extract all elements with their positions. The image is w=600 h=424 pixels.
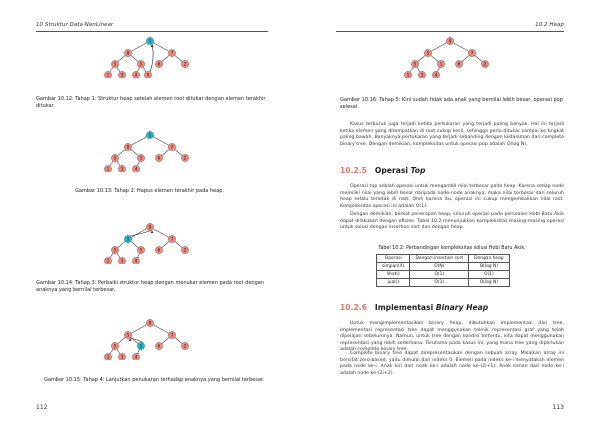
- section-number: 10.2.6: [340, 303, 367, 312]
- heap-node-label: 3: [120, 166, 124, 172]
- heap-node-label: 2: [183, 155, 187, 161]
- heap-node-label: 8: [148, 320, 152, 326]
- right-page: [300, 0, 600, 424]
- heap-node-label: 8: [126, 50, 130, 56]
- heap-node-label: 3: [120, 354, 124, 360]
- heap-node: [146, 223, 153, 230]
- heap-node-label: 9: [146, 72, 150, 78]
- heap-node: [124, 143, 131, 150]
- heap-node-label: 1: [126, 236, 130, 242]
- heap-node-label: 3: [420, 72, 424, 78]
- intro-paragraph: Kasus terburuk juga terjadi ketika pertukaran yang terjadi paling banyak. Hal ini terjadi ketika elemen yang ditempatkan di root cukup kecil, sehingga perlu ditukar sampai ke tingkat paling bawah. Banyaknya pertukaran yang terjadi sebanding dengan kedalaman dari complete binary tree. Dengan demikian, kompleksitas untuk operasi pop adalah O(log N).: [340, 122, 564, 147]
- heap-node-label: 1: [148, 38, 152, 44]
- section-title-text: Implementasi: [374, 303, 436, 312]
- section-title-emphasis: Binary Heap: [435, 303, 489, 312]
- heap-node: [104, 71, 111, 78]
- heap-node: [455, 60, 462, 67]
- heap-node: [181, 246, 188, 253]
- heap-tree-figure: [100, 222, 200, 264]
- heap-node-label: 4: [134, 72, 138, 78]
- heap-node-label: 6: [157, 247, 161, 253]
- heap-node: [181, 154, 188, 161]
- heap-node: [481, 60, 488, 67]
- heap-tree-figure: [100, 318, 200, 360]
- heap-node-label: 8: [126, 144, 130, 150]
- heap-node-label: 1: [106, 166, 110, 172]
- complexity-table: [376, 254, 510, 287]
- heap-node-highlighted: [137, 342, 144, 349]
- table-row: [377, 279, 510, 287]
- heap-node: [168, 143, 175, 150]
- heap-node: [118, 353, 125, 360]
- table-cell: O(1): [410, 279, 469, 287]
- table-header-cell: Dengan insertion sort: [410, 255, 469, 263]
- table-caption: Tabel 10.2: Perbandingan kompleksitas solusi Hobi Batu Akik.: [378, 246, 526, 251]
- swap-arrow-head: [151, 45, 154, 48]
- heap-node: [124, 331, 131, 338]
- running-head: 10 Struktur Data NonLinear: [36, 22, 114, 28]
- table-cell: O(1): [410, 271, 469, 279]
- heap-node: [111, 60, 118, 67]
- heap-node: [137, 60, 144, 67]
- paragraph: Complete binary tree dapat direpresentasikan dengan sebuah array. Misalkan array ini bersifat zero-based, yaitu dimulai dari indeks 0. Elemen pada indeks ke-i menyatakan elemen pada node ke-i. Anak kiri dari node ke-i adalah node ke-(2i+1). Anak kanan dari node ke-i adalah node ke-(2i+2).: [340, 351, 564, 376]
- swap-arrow: [130, 230, 152, 236]
- section-number: 10.2.5: [340, 166, 367, 175]
- figure-caption: Gambar 10.12: Tahap 1: Struktur heap setelah elemen root ditukar dengan elemen terakhir ditukar.: [36, 96, 266, 109]
- heap-node-label: 1: [148, 132, 152, 138]
- table-cell: O(N): [410, 263, 469, 271]
- heap-node-label: 5: [113, 155, 117, 161]
- heap-tree-figure: [100, 130, 200, 172]
- heap-node-label: 7: [170, 332, 174, 338]
- heap-node-label: 7: [170, 144, 174, 150]
- heap-node: [155, 246, 162, 253]
- section-heading: [340, 166, 425, 175]
- heap-node: [144, 71, 151, 78]
- heap-node: [137, 246, 144, 253]
- heap-node-label: 4: [434, 72, 438, 78]
- heap-node-label: 5: [426, 50, 430, 56]
- heap-node: [104, 353, 111, 360]
- table-cell: jual(): [377, 279, 410, 287]
- heap-node-label: 1: [406, 72, 410, 78]
- heap-node-label: 5: [113, 61, 117, 67]
- heap-node: [137, 154, 144, 161]
- heap-node: [146, 319, 153, 326]
- heap-node-label: 1: [106, 258, 110, 264]
- heap-node-label: 4: [134, 258, 138, 264]
- paragraph: Untuk mengimplementasikan binary heap, dibutuhkan implementasi dari tree. Implementasi representasi tree dapat menggunakan teknik representasi graf yang telah dipelajari sebelumnya. Namun, untuk tree dengan kondisi tertentu, kita dapat menggunakan representasi yang lebih sederhana. Terutama pada kasus ini, yang mana tree yang diperlukan adalah complete binary tree.: [340, 321, 564, 353]
- heap-node-label: 5: [413, 61, 417, 67]
- heap-node-label: 1: [106, 354, 110, 360]
- table-header-cell: Dengan heap: [469, 255, 509, 263]
- heap-node-label: 6: [457, 61, 461, 67]
- heap-node-highlighted: [124, 235, 131, 242]
- table-row: [377, 263, 510, 271]
- heap-node-label: 8: [148, 224, 152, 230]
- table-header-row: [377, 255, 510, 263]
- heap-node: [132, 165, 139, 172]
- figure-caption: Gambar 10.15: Tahap 4: Lanjutkan penukaran terhadap anaknya yang bernilai terbesar.: [44, 377, 265, 383]
- heap-node-label: 2: [183, 247, 187, 253]
- heap-node: [168, 331, 175, 338]
- heap-node: [181, 342, 188, 349]
- heap-node: [132, 353, 139, 360]
- table-cell: lihat(): [377, 271, 410, 279]
- heap-node: [155, 154, 162, 161]
- heap-node-label: 8: [448, 38, 452, 44]
- paragraph: Dengan demikian, berkat penerapan heap, seluruh operasi pada persoalan Hobi Batu Akik dapat dilakukan dengan efisien. Tabel 10.2 menunjukkan kompleksitas masing-masing operasi untuk solusi dengan insertion sort dan dengan heap.: [340, 212, 564, 231]
- swap-arrow-head: [151, 231, 154, 234]
- paragraph: Operasi top adalah operasi untuk mengambil nilai terbesar pada heap. Karena setiap node memiliki nilai yang lebih besar daripada node-node anaknya, maka nilai terbesar dari seluruh heap selalu terletak di root. Oleh karena itu, operasi ini cukup mengembalikan nilai root. Kompleksitas operasi ini adalah O(1).: [340, 184, 564, 209]
- heap-node: [432, 71, 439, 78]
- figure-caption: Gambar 10.13: Tahap 2: Hapus elemen terakhir pada heap.: [75, 188, 225, 194]
- heap-tree-figure: [100, 36, 200, 78]
- section-heading: [340, 303, 488, 312]
- section-title-text: Operasi: [374, 166, 411, 175]
- page-number: 112: [36, 404, 48, 411]
- heap-node-label: 5: [139, 247, 143, 253]
- heap-node: [124, 49, 131, 56]
- heap-node: [111, 154, 118, 161]
- header-rule: [36, 31, 268, 32]
- heap-node: [155, 342, 162, 349]
- heap-node-highlighted: [146, 37, 153, 44]
- table-cell: simpan(X): [377, 263, 410, 271]
- table-row: [377, 271, 510, 279]
- heap-node-label: 2: [483, 61, 487, 67]
- heap-node-label: 4: [134, 166, 138, 172]
- heap-node: [118, 257, 125, 264]
- heap-node-label: 1: [439, 61, 443, 67]
- heap-tree-figure: [400, 36, 500, 78]
- table-cell: O(log N): [469, 263, 509, 271]
- header-rule: [336, 31, 564, 32]
- swap-arrow-head: [129, 339, 132, 342]
- heap-node-label: 5: [113, 247, 117, 253]
- heap-node: [181, 60, 188, 67]
- heap-node-label: 3: [120, 72, 124, 78]
- section-title-emphasis: Top: [410, 166, 426, 175]
- figure-caption: Gambar 10.14: Tahap 3: Perbaiki struktur heap dengan menukar elemen pada root dengan anaknya yang bernilai terbesar.: [36, 280, 264, 293]
- heap-node: [168, 235, 175, 242]
- heap-node: [132, 71, 139, 78]
- heap-node: [168, 49, 175, 56]
- heap-node: [111, 342, 118, 349]
- heap-node: [104, 165, 111, 172]
- heap-node: [118, 165, 125, 172]
- running-head: 10.2 Heap: [535, 22, 564, 28]
- heap-node: [404, 71, 411, 78]
- heap-node-label: 3: [120, 258, 124, 264]
- heap-node: [104, 257, 111, 264]
- heap-node-label: 5: [139, 155, 143, 161]
- heap-node: [446, 37, 453, 44]
- heap-node-label: 7: [470, 50, 474, 56]
- heap-node-highlighted: [146, 131, 153, 138]
- heap-node: [437, 60, 444, 67]
- heap-node: [155, 60, 162, 67]
- heap-node: [118, 71, 125, 78]
- heap-node: [424, 49, 431, 56]
- heap-node: [418, 71, 425, 78]
- heap-node-label: 7: [170, 50, 174, 56]
- heap-node-label: 5: [139, 61, 143, 67]
- table-header-cell: Operasi: [377, 255, 410, 263]
- heap-node: [411, 60, 418, 67]
- heap-node-label: 2: [183, 61, 187, 67]
- heap-node-label: 5: [113, 343, 117, 349]
- section-title: [375, 166, 426, 175]
- heap-node-label: 7: [170, 236, 174, 242]
- heap-node-label: 4: [134, 354, 138, 360]
- heap-node: [132, 257, 139, 264]
- heap-node-label: 1: [139, 343, 143, 349]
- heap-node: [468, 49, 475, 56]
- heap-node-label: 2: [183, 343, 187, 349]
- section-title: [375, 303, 488, 312]
- heap-node: [111, 246, 118, 253]
- table-cell: O(log N): [469, 279, 509, 287]
- swap-arrow: [150, 44, 153, 72]
- heap-node-label: 6: [157, 343, 161, 349]
- heap-node-label: 6: [157, 61, 161, 67]
- table-cell: O(1): [469, 271, 509, 279]
- heap-node-label: 6: [157, 155, 161, 161]
- page-number: 113: [552, 404, 564, 411]
- figure-caption: Gambar 10.16: Tahap 5: Kini sudah tidak ada anak yang bernilai lebih besar, operasi pop selesai.: [340, 97, 563, 110]
- heap-node-label: 1: [106, 72, 110, 78]
- heap-node-label: 5: [126, 332, 130, 338]
